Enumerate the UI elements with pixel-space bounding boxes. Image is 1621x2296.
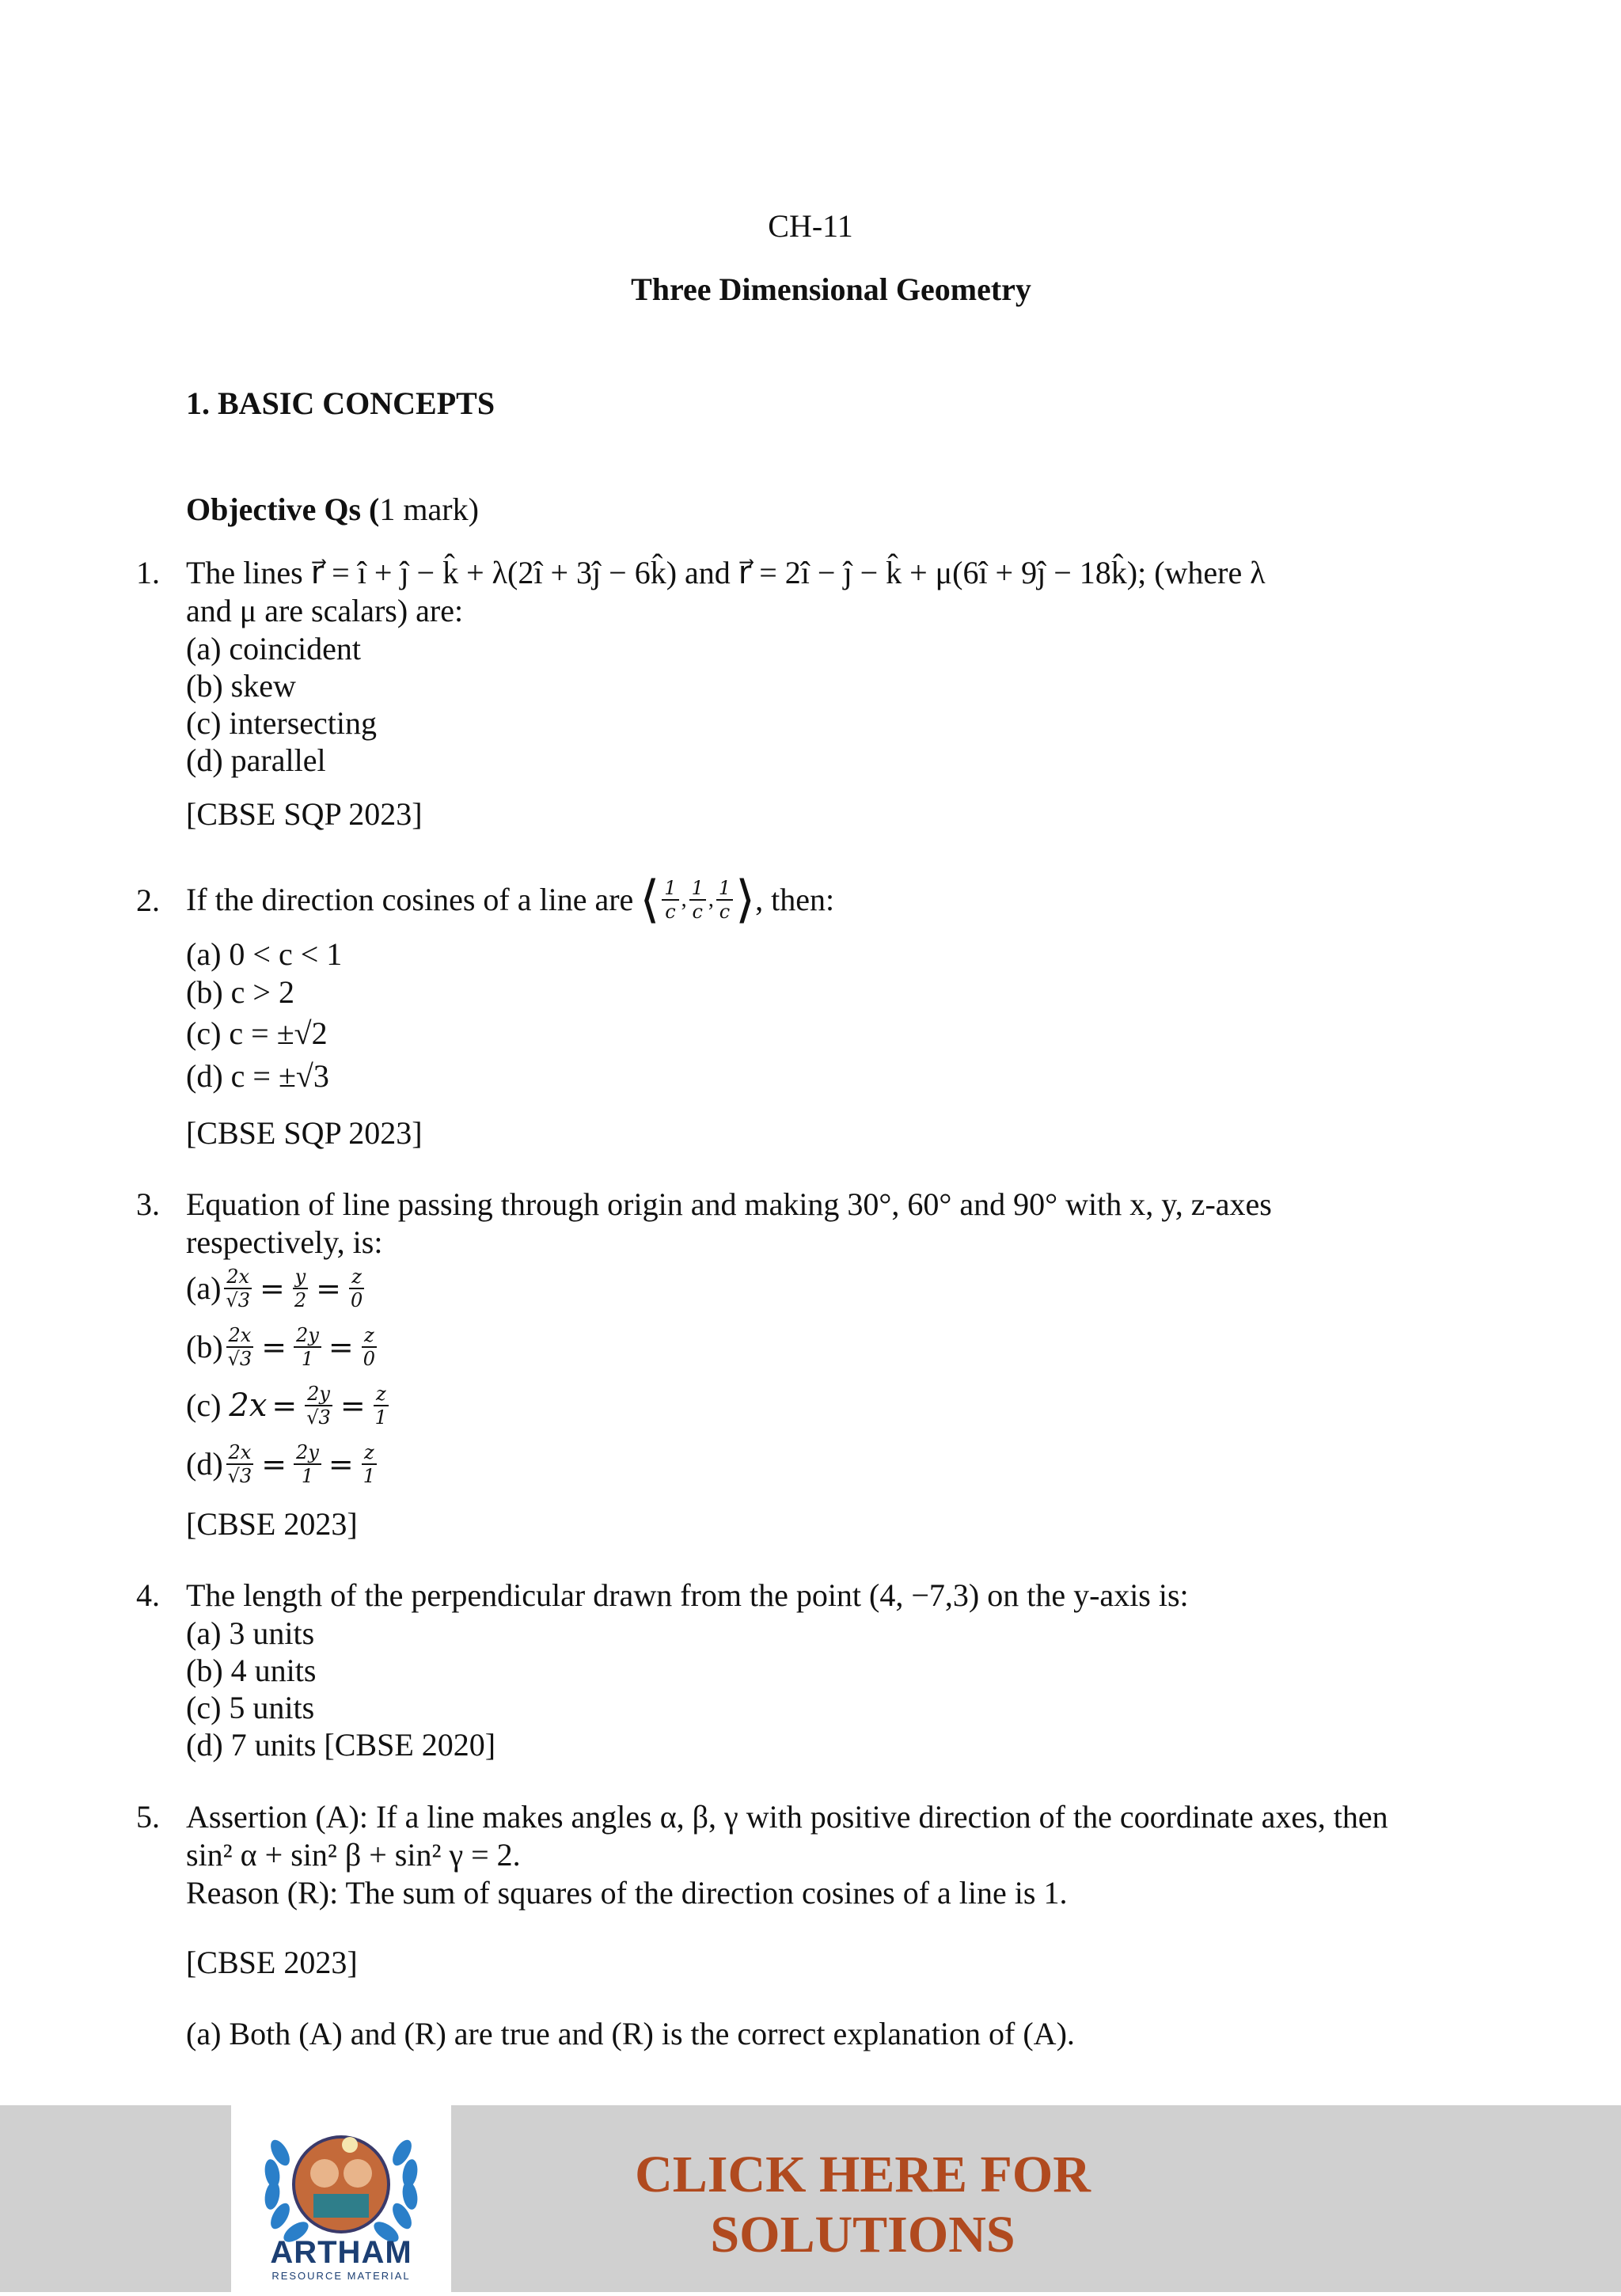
- q5-source: [CBSE 2023]: [186, 1945, 358, 1980]
- q3-option-b: (b) $\frac{2x}{√3}$ = $\frac{2y}{1}$ = $\frac{z}{0}$: [186, 1317, 380, 1377]
- question-number: 3.: [136, 1186, 160, 1222]
- q2-suffix: , then:: [755, 882, 835, 917]
- option-label: (d): [186, 1446, 223, 1482]
- q2-option-b: (b) c > 2: [186, 974, 294, 1010]
- option-label: (c): [186, 1387, 222, 1423]
- option-label: (a): [186, 1270, 222, 1306]
- cta-line1[interactable]: CLICK HERE FOR: [635, 2146, 1091, 2203]
- q3-source: [CBSE 2023]: [186, 1506, 358, 1542]
- q3-option-c: (c) 2x = $\frac{2y}{√3}$ = $\frac{z}{1}$: [186, 1376, 392, 1436]
- logo[interactable]: [231, 2105, 451, 2292]
- q5-line2: sin² α + sin² β + sin² γ = 2.: [186, 1837, 521, 1873]
- subheading-rest: 1 mark): [379, 491, 479, 527]
- q1-line1: The lines r⃗ = î + ĵ − k̂ + λ(2î + 3ĵ − 6k̂) and r⃗ = 2î − ĵ − k̂ + μ(6î + 9ĵ − 18k̂); (where λ: [186, 555, 1266, 590]
- q4-option-c: (c) 5 units: [186, 1690, 315, 1725]
- q2-stem: If the direction cosines of a line are ⟨ $\frac{1}{c}$ , $\frac{1}{c}$ , $\frac{1}{c}$ ⟩ , then:: [186, 871, 835, 928]
- fraction: $\frac{2y}{√3}$: [304, 1383, 333, 1429]
- fraction: $\frac{2y}{1}$: [294, 1324, 321, 1370]
- fraction: $\frac{2x}{√3}$: [226, 1441, 255, 1487]
- q2-source: [CBSE SQP 2023]: [186, 1115, 423, 1151]
- q1-source: [CBSE SQP 2023]: [186, 796, 423, 832]
- q4-option-d: (d) 7 units [CBSE 2020]: [186, 1727, 496, 1763]
- angle-bracket-left: ⟨: [640, 871, 660, 928]
- fraction: $\frac{z}{1}$: [363, 1441, 375, 1487]
- q5-line3: Reason (R): The sum of squares of the direction cosines of a line is 1.: [186, 1875, 1068, 1911]
- fraction: $\frac{2x}{√3}$: [226, 1324, 255, 1370]
- fraction: $\frac{1}{c}$: [716, 877, 733, 923]
- fraction: $\frac{y}{2}$: [292, 1266, 309, 1311]
- cta-line2[interactable]: SOLUTIONS: [710, 2206, 1015, 2264]
- question-number: 1.: [136, 555, 160, 590]
- logo-tagline: RESOURCE MATERIAL: [271, 2270, 411, 2282]
- question-number: 4.: [136, 1577, 160, 1613]
- q5-line1: Assertion (A): If a line makes angles α, β, γ with positive direction of the coordinate axes, then: [186, 1799, 1388, 1835]
- fraction: $\frac{2y}{1}$: [294, 1441, 321, 1487]
- q5-option-a: (a) Both (A) and (R) are true and (R) is the correct explanation of (A).: [186, 2016, 1075, 2051]
- q4-option-a: (a) 3 units: [186, 1615, 315, 1651]
- q3-option-a: (a) $\frac{2x}{√3}$ = $\frac{y}{2}$ = $\frac{z}{0}$: [186, 1258, 367, 1319]
- question-number: 5.: [136, 1799, 160, 1835]
- q3-line2: respectively, is:: [186, 1224, 383, 1260]
- fraction: $\frac{z}{0}$: [350, 1266, 363, 1311]
- q2-prefix: If the direction cosines of a line are: [186, 882, 634, 917]
- chapter-label: CH-11: [768, 208, 853, 244]
- solutions-link[interactable]: [602, 2145, 1124, 2265]
- q1-line2: and μ are scalars) are:: [186, 593, 464, 628]
- q2-option-a: (a) 0 < c < 1: [186, 936, 343, 972]
- q1-option-b: (b) skew: [186, 668, 296, 704]
- fraction: $\frac{z}{0}$: [363, 1324, 375, 1370]
- q3-line1: Equation of line passing through origin and making 30°, 60° and 90° with x, y, z-axes: [186, 1186, 1272, 1222]
- q1-option-c: (c) intersecting: [186, 705, 377, 741]
- logo-name: ARTHAM: [270, 2235, 412, 2270]
- option-lead: 2x: [229, 1387, 268, 1424]
- section-heading: 1. BASIC CONCEPTS: [186, 385, 495, 421]
- q4-option-b: (b) 4 units: [186, 1653, 317, 1688]
- page-title: Three Dimensional Geometry: [631, 271, 1031, 307]
- option-label: (b): [186, 1329, 223, 1364]
- q3-option-d: (d) $\frac{2x}{√3}$ = $\frac{2y}{1}$ = $\frac{z}{1}$: [186, 1434, 380, 1494]
- angle-bracket-right: ⟩: [735, 871, 756, 928]
- subheading: [186, 491, 479, 529]
- question-number: 2.: [136, 882, 160, 918]
- fraction: $\frac{2x}{√3}$: [223, 1266, 252, 1311]
- subheading-bold: Objective Qs (: [186, 491, 380, 527]
- fraction: $\frac{z}{1}$: [374, 1383, 387, 1429]
- q2-option-d: (d) c = ±√3: [186, 1058, 329, 1094]
- fraction: $\frac{1}{c}$: [689, 877, 706, 923]
- q1-option-d: (d) parallel: [186, 742, 326, 778]
- fraction: $\frac{1}{c}$: [662, 877, 678, 923]
- q1-option-a: (a) coincident: [186, 631, 361, 666]
- q2-option-c: (c) c = ±√2: [186, 1015, 328, 1051]
- q4-line1: The length of the perpendicular drawn from the point (4, −7,3) on the y-axis is:: [186, 1577, 1189, 1613]
